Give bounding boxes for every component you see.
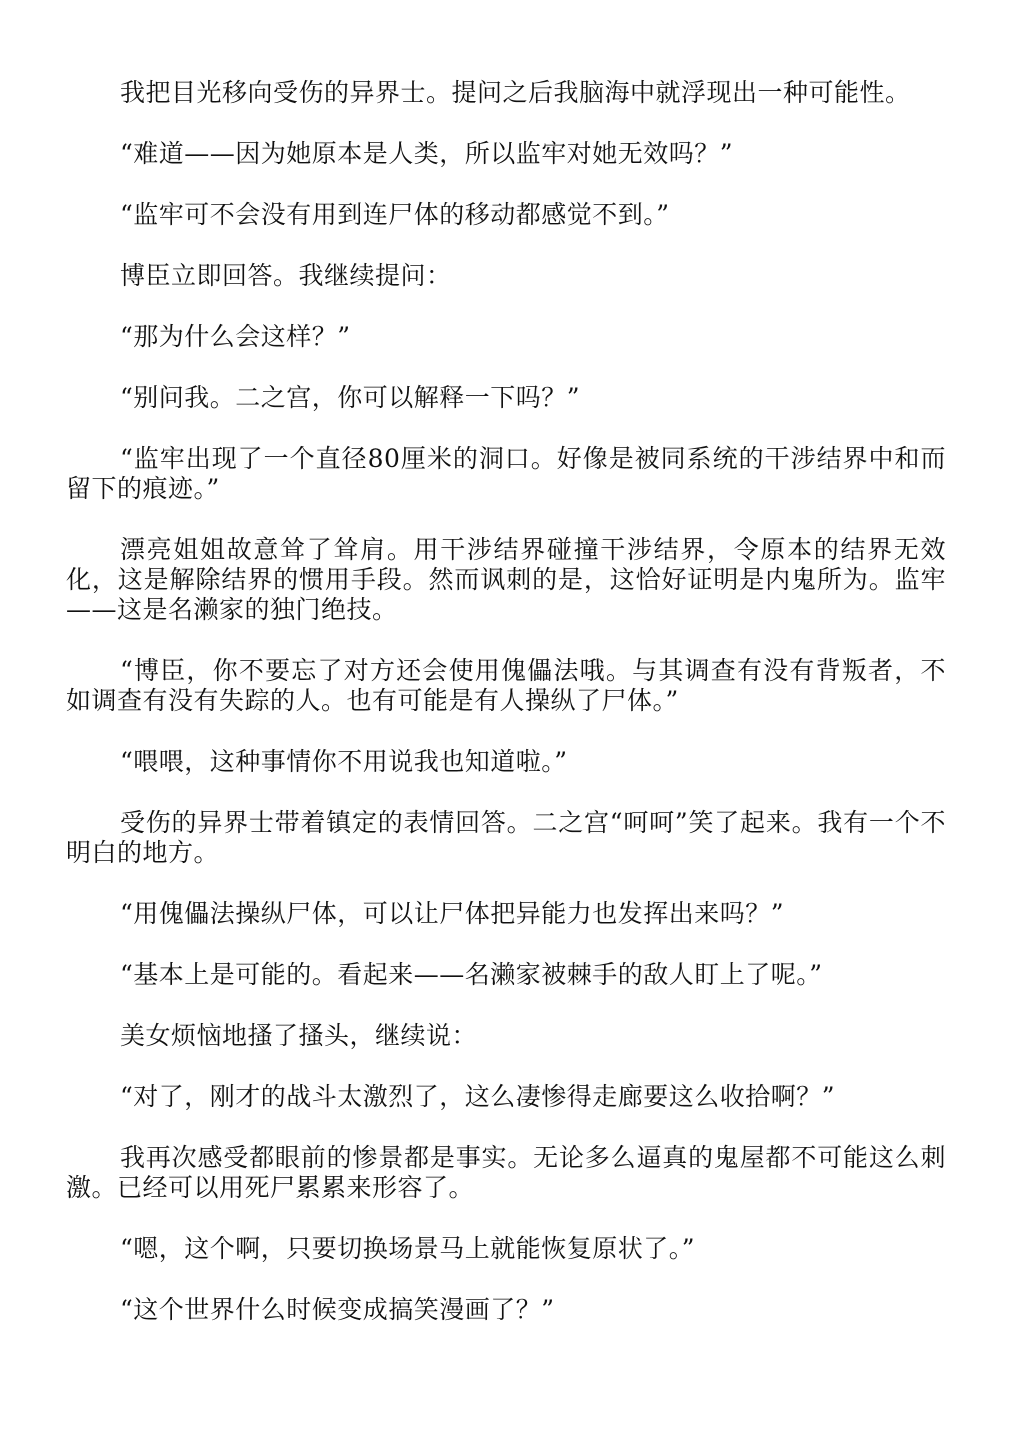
paragraph: “基本上是可能的。看起来——名濑家被棘手的敌人盯上了呢。” — [120, 960, 823, 989]
paragraph: 美女烦恼地搔了搔头，继续说： — [120, 1021, 478, 1050]
paragraph: 我再次感受都眼前的惨景都是事实。无论多么逼真的鬼屋都不可能这么刺激。已经可以用死尸累累来形容了。 — [66, 1143, 946, 1202]
paragraph: “难道——因为她原本是人类，所以监牢对她无效吗？” — [120, 139, 734, 168]
paragraph: “监牢出现了一个直径80厘米的洞口。好像是被同系统的干涉结界中和而留下的痕迹。” — [66, 444, 946, 503]
paragraph: 我把目光移向受伤的异界士。提问之后我脑海中就浮现出一种可能性。 — [120, 78, 911, 107]
paragraph: “这个世界什么时候变成搞笑漫画了？” — [120, 1295, 555, 1324]
paragraph: “博臣，你不要忘了对方还会使用傀儡法哦。与其调查有没有背叛者，不如调查有没有失踪的人。也有可能是有人操纵了尸体。” — [66, 656, 946, 715]
paragraph: “用傀儡法操纵尸体，可以让尸体把异能力也发挥出来吗？” — [120, 899, 785, 928]
paragraph: 博臣立即回答。我继续提问： — [120, 261, 452, 290]
document-page — [66, 78, 946, 1356]
paragraph: “对了，刚才的战斗太激烈了，这么凄惨得走廊要这么收拾啊？” — [120, 1082, 836, 1111]
paragraph: “那为什么会这样？” — [120, 322, 351, 351]
paragraph: “别问我。二之宫，你可以解释一下吗？” — [120, 383, 581, 412]
paragraph: “喂喂，这种事情你不用说我也知道啦。” — [120, 747, 568, 776]
paragraph: “嗯，这个啊，只要切换场景马上就能恢复原状了。” — [120, 1234, 696, 1263]
paragraph: 受伤的异界士带着镇定的表情回答。二之宫“呵呵”笑了起来。我有一个不明白的地方。 — [66, 808, 946, 867]
paragraph: 漂亮姐姐故意耸了耸肩。用干涉结界碰撞干涉结界，令原本的结界无效化，这是解除结界的惯用手段。然而讽刺的是，这恰好证明是内鬼所为。监牢——这是名濑家的独门绝技。 — [66, 535, 946, 624]
paragraph: “监牢可不会没有用到连尸体的移动都感觉不到。” — [120, 200, 670, 229]
